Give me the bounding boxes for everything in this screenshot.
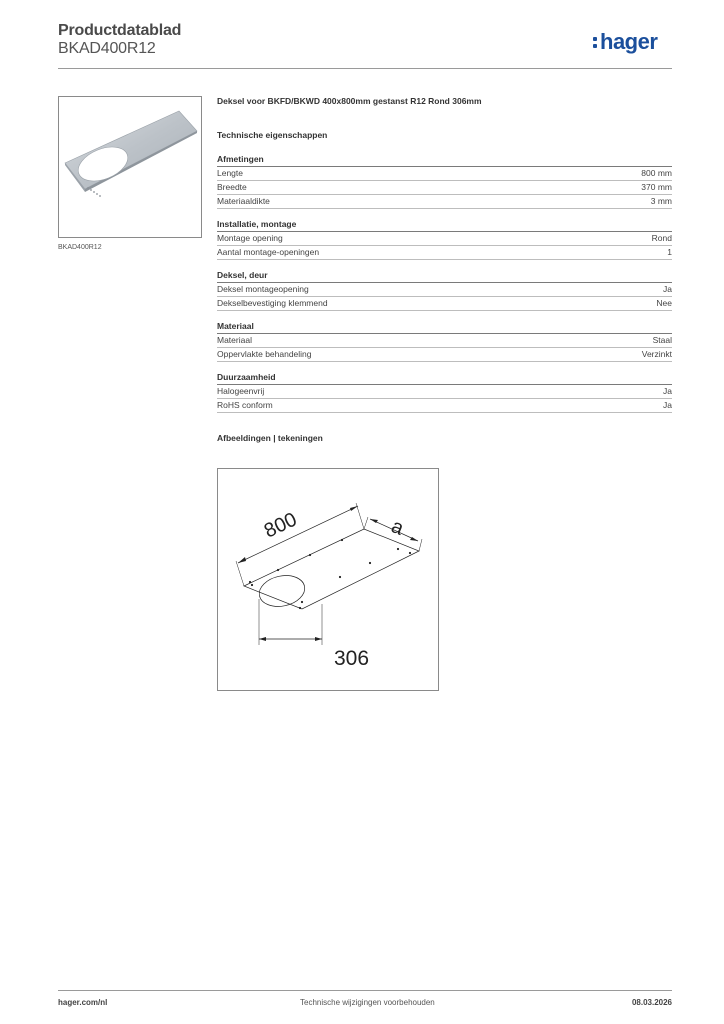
table-row [217,167,672,181]
table-row [217,195,672,209]
table-row [217,297,672,311]
table-row [217,283,672,297]
row-label: Aantal montage-openingen [217,247,320,257]
row-value: Ja [663,284,672,294]
row-value: 3 mm [650,196,672,206]
section-material [217,321,672,362]
table-row [217,246,672,260]
doc-title: Productdatablad [58,22,182,39]
thumbnail-caption: BKAD400R12 [58,244,102,251]
cover-plate-image [59,97,201,237]
table-row [217,399,672,413]
row-value: Nee [656,298,672,308]
table-row [217,348,672,362]
row-value: Ja [663,400,672,410]
header-divider [58,68,672,69]
length-label: 800 [260,508,301,543]
section-sustainability [217,372,672,413]
row-label: RoHS conform [217,400,273,410]
technical-drawing [217,468,439,691]
row-label: Materiaaldikte [217,196,270,206]
row-value: Rond [651,233,672,243]
round-opening [256,572,307,611]
row-label: Montage opening [217,233,283,243]
dimension-drawing [218,469,438,690]
row-value: 1 [667,247,672,257]
row-label: Oppervlakte behandeling [217,349,312,359]
row-value: Verzinkt [641,349,672,359]
section-heading: Deksel, deur [217,270,672,283]
footer-website-link[interactable]: hager.com/nl [58,998,108,1007]
footer-divider [58,990,672,991]
length-dimension-line [238,506,358,563]
row-label: Dekselbevestiging klemmend [217,298,328,308]
table-row [217,334,672,348]
table-row [217,232,672,246]
section-installation [217,219,672,260]
row-value: Ja [663,386,672,396]
row-label: Lengte [217,168,243,178]
footer-notice: Technische wijzigingen voorbehouden [300,998,435,1007]
row-label: Materiaal [217,335,252,345]
doc-subtitle: BKAD400R12 [58,40,156,57]
section-heading: Materiaal [217,321,672,334]
section-heading: Afmetingen [217,154,672,167]
row-label: Breedte [217,182,247,192]
technical-properties-heading: Technische eigenschappen [217,130,328,140]
section-heading: Installatie, montage [217,219,672,232]
logo-text: hager [600,29,658,54]
table-row [217,385,672,399]
table-row [217,181,672,195]
section-heading: Duurzaamheid [217,372,672,385]
row-value: 800 mm [641,168,672,178]
row-value: 370 mm [641,182,672,192]
drawings-heading: Afbeeldingen | tekeningen [217,433,323,443]
product-details [217,96,672,443]
row-value: Staal [652,335,672,345]
width-label: a [388,515,407,540]
row-label: Deksel montageopening [217,284,309,294]
section-cover-door [217,270,672,311]
product-thumbnail [58,96,202,238]
hager-logo[interactable] [593,27,675,57]
logo-dots-icon [593,37,597,48]
mounting-holes [249,539,411,609]
section-dimensions [217,154,672,209]
diameter-label: 306 [334,647,370,670]
product-title: Deksel voor BKFD/BKWD 400x800mm gestanst R12 Rond 306mm [217,96,482,106]
row-label: Halogeenvrij [217,386,265,396]
footer-date: 08.03.2026 [631,998,672,1007]
